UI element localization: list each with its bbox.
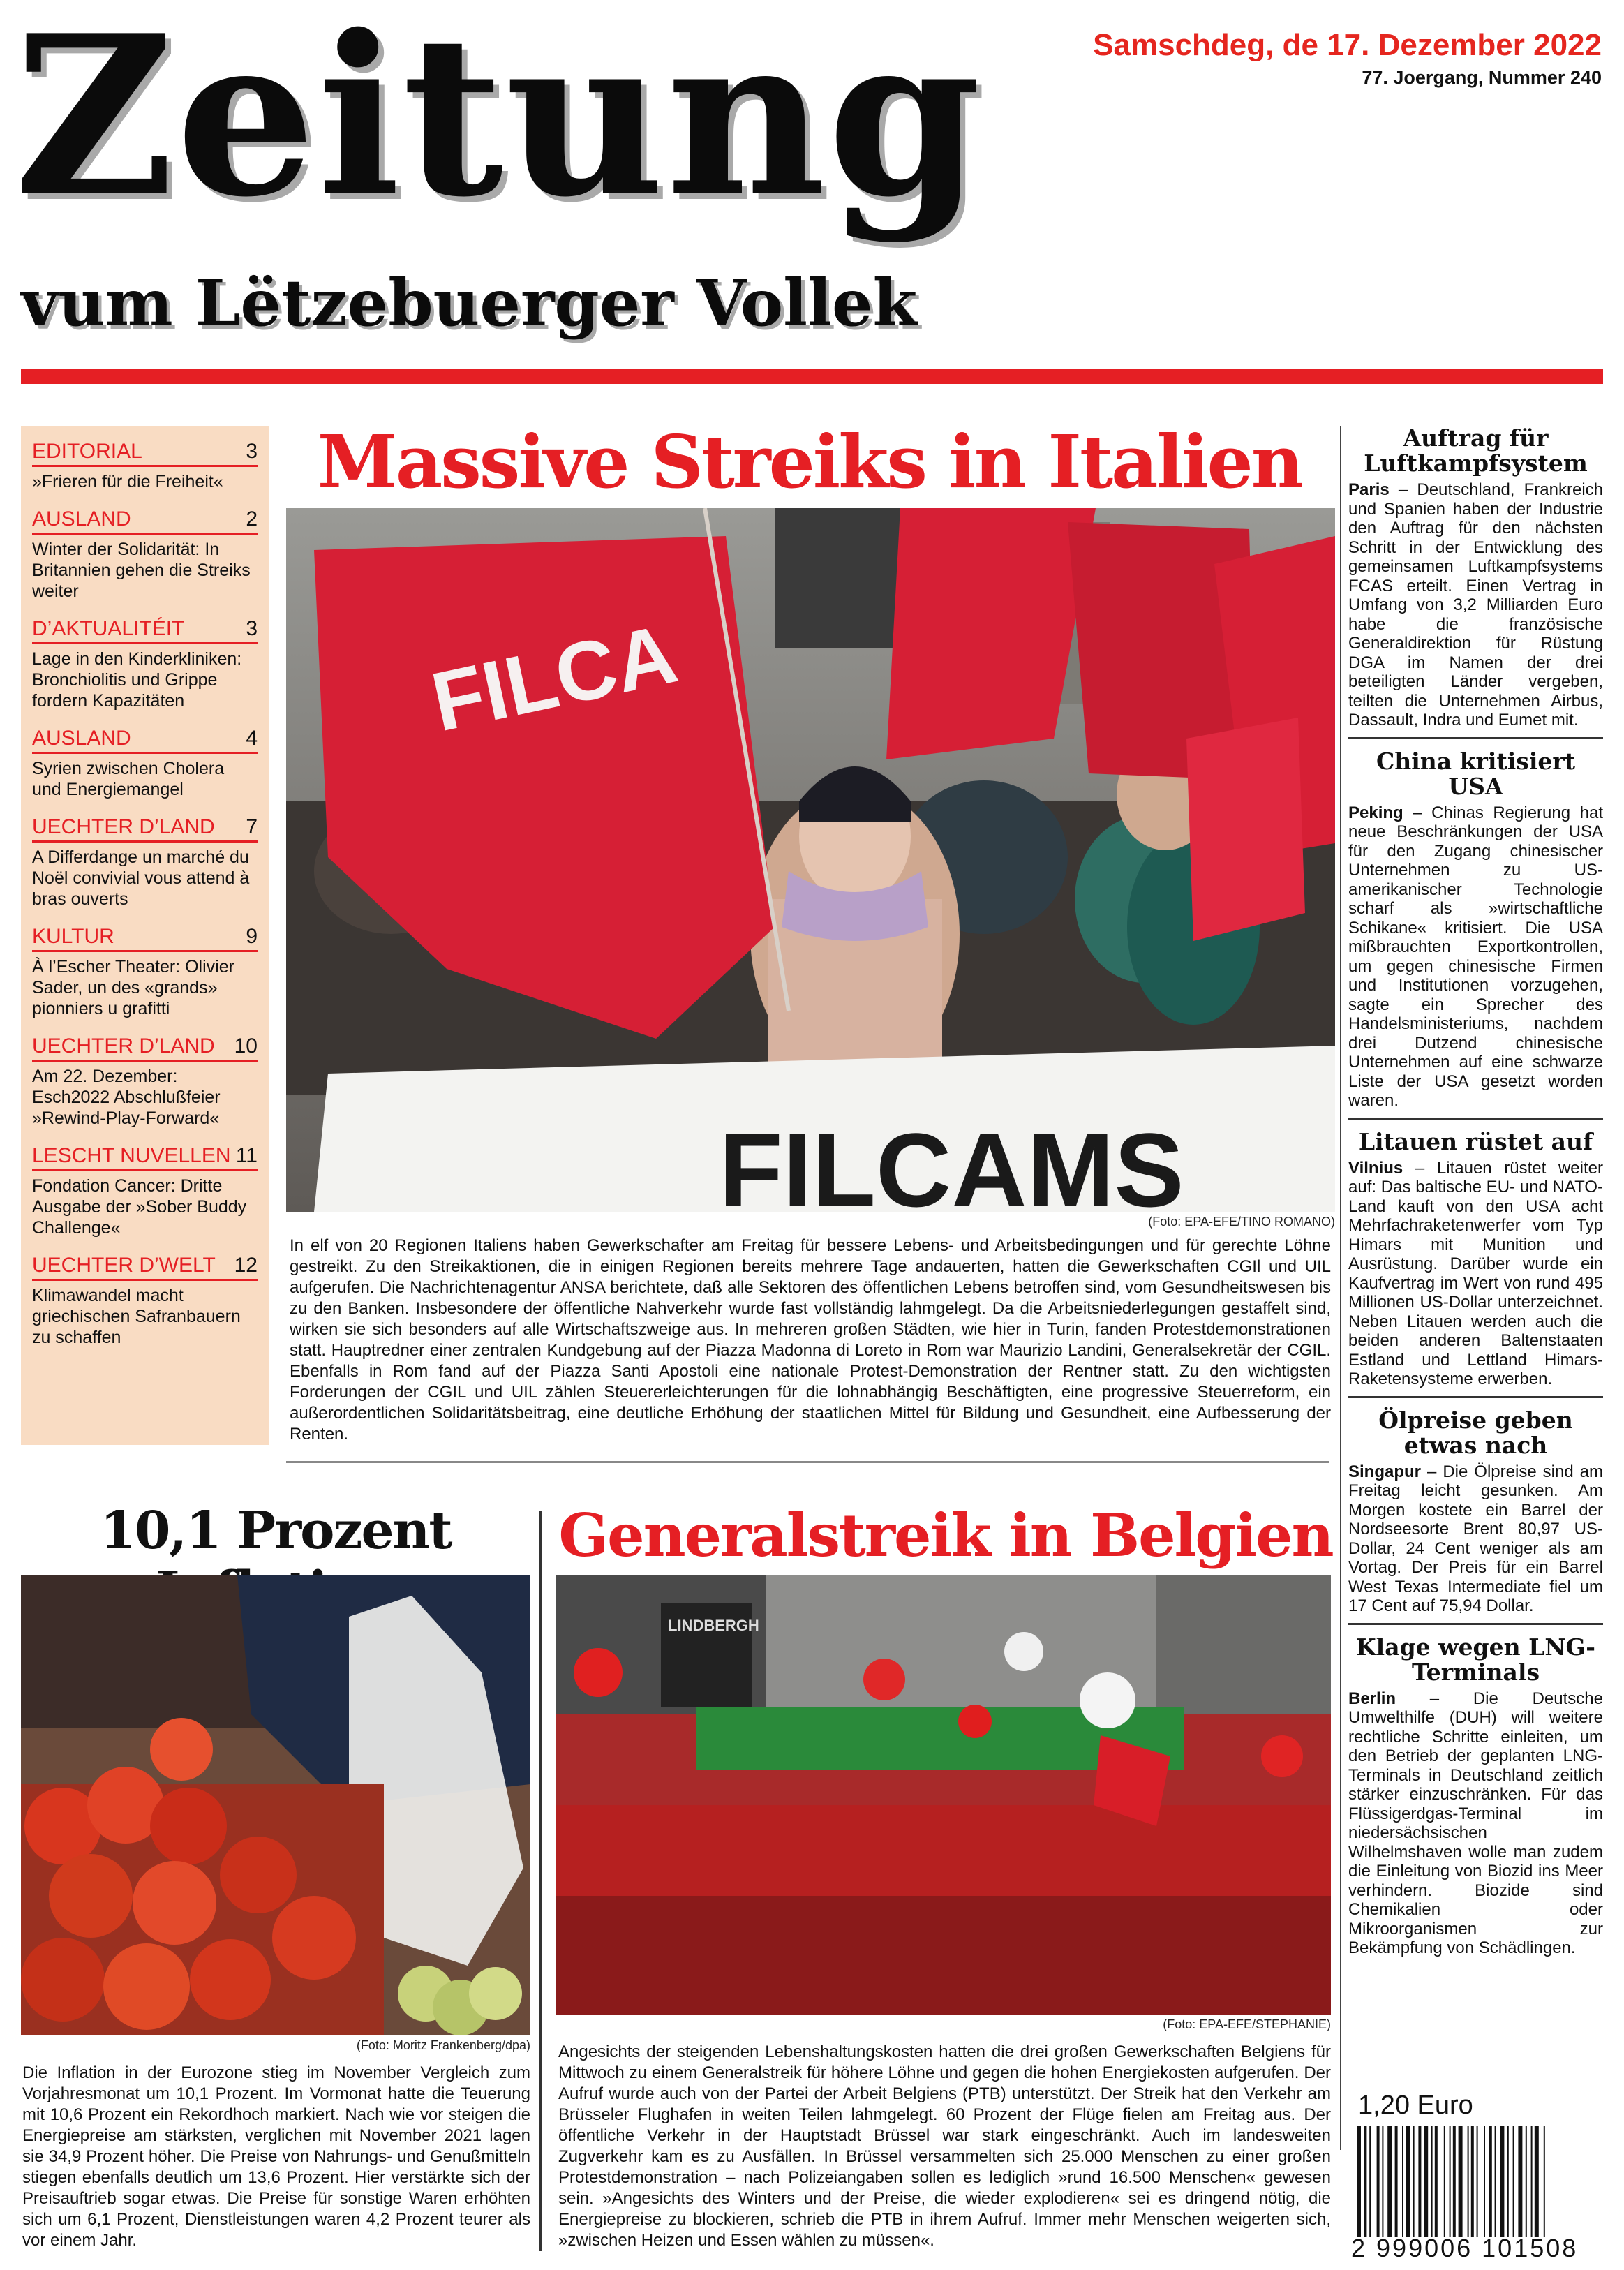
- brussels-march-illustration: [556, 1575, 1331, 2015]
- index-teaser: »Frieren für die Freiheit«: [32, 472, 223, 491]
- index-section-label: UECHTER D’LAND: [32, 1034, 215, 1058]
- news-brief-text: [1348, 1689, 1603, 1958]
- inflation-headline[interactable]: 10,1 Prozent: [100, 1501, 452, 1561]
- news-brief-body: – Die Deutsche Umwelthilfe (DUH) will weitere rechtliche Schritte einleiten, um den Betrieb der geplanten LNG-Terminals in Deutschland zeitlich stärker einzuschränken. Für das Flüssigerdgas-Terminal im niedersächsischen Wilhelmshaven wolle man zudem die Einleitung von Biozid ins Meer verhindern. Biozide sind Chemikalien oder Mikroorganismen zur Bekämpfung von Schädlingen.: [1348, 1689, 1603, 1957]
- news-brief: [1348, 1408, 1603, 1625]
- lead-photo: [286, 508, 1335, 1212]
- news-brief: [1348, 426, 1603, 739]
- index-teaser: Syrien zwischen Cholera und Energiemangel: [32, 759, 225, 799]
- news-brief-headline[interactable]: Ölpreise geben etwas nach: [1378, 1406, 1573, 1459]
- index-item[interactable]: [32, 1034, 258, 1129]
- news-brief-body: – Litauen rüstet weiter auf: Das baltische EU- und NATO-Land kauft von den USA acht Mehrfachraketenwerfer vom Typ Himars mit Munition und Ausrüstung. Darüber wurde ein Kaufvertrag im Wert von rund 495 Millionen US-Dollar unterzeichnet. Neben Litauen werden auch die beiden anderen Baltenstaaten Estland und Lettland Himars-Raketensysteme erwerben.: [1348, 1158, 1603, 1388]
- index-teaser: Lage in den Kinderkliniken: Bronchiolitis und Grippe fordern Kapazitäten: [32, 649, 242, 711]
- index-section-head: [32, 815, 258, 843]
- index-page-number: 11: [235, 1144, 258, 1167]
- banner-lettering: FILCAMS: [719, 1111, 1184, 1212]
- index-page-number: 12: [234, 1254, 258, 1277]
- index-page-number: 3: [246, 440, 258, 463]
- belgium-body: Angesichts der steigenden Lebenshaltungskosten hatten die drei großen Gewerkschaften Belgiens für Mittwoch zu einem Generalstreik für höhere Löhne und gegen die hohen Energiekosten aufgerufen. Der Aufruf wurde auch von der Partei der Arbeit Belgiens (PTB) unterstützt. Der Streik hat den Verkehr am Brüsseler Flughafen in weiten Teilen lahmgelegt. 60 Prozent der Flüge fielen am Freitag aus. Der öffentliche Verkehr in der Hauptstadt Brüssel war stark eingeschränkt. Auch im landesweiten Zugverkehr kam es zu Ausfällen. In Brüssel versammelten sich 25.000 Menschen zu einer großen Protestdemonstration – nach Polizeiangaben sollen es lediglich »rund 16.500 Menschen« gewesen sein. »Angesichts des Winters und der Preise, die wieder explodieren« sei es dringend nötig, die Energiepreise zu blockieren, schrieb die PTB in ihrem Aufruf. Immer mehr Menschen weigerten sich, »zwischen Heizen und Essen wählen zu müssen«.: [558, 2042, 1331, 2250]
- index-page-number: 10: [234, 1034, 258, 1058]
- index-item[interactable]: [32, 727, 258, 800]
- belgium-headline[interactable]: Generalstreik in Belgien: [558, 1501, 1333, 1570]
- newspaper-logo: Zeitung: [14, 0, 983, 246]
- news-brief-rule: [1348, 1623, 1603, 1625]
- index-section-head: [32, 507, 258, 535]
- issue-date: Samschdeg, de 17. Dezember 2022: [1093, 28, 1602, 62]
- news-brief-rule: [1348, 1396, 1603, 1398]
- index-teaser: Klimawandel macht griechischen Safranbauern zu schaffen: [32, 1286, 241, 1347]
- belgium-photo-caption: (Foto: EPA-EFE/STEPHANIE): [1163, 2017, 1331, 2031]
- index-teaser: Fondation Cancer: Dritte Ausgabe der »Sober Buddy Challenge«: [32, 1176, 247, 1238]
- contents-index: [21, 426, 269, 1445]
- index-section-label: AUSLAND: [32, 727, 131, 750]
- barcode-number: 2 999006 101508: [1351, 2234, 1579, 2262]
- street-sign-text: LINDBERGH: [668, 1617, 759, 1634]
- index-page-number: 4: [246, 727, 258, 750]
- index-teaser: A Differdange un marché du Noël convivial vous attend à bras ouverts: [32, 847, 250, 909]
- right-column-divider: [1340, 426, 1341, 2150]
- tomatoes-illustration: [21, 1575, 530, 2035]
- masthead-divider: [21, 369, 1603, 384]
- news-brief-headline[interactable]: Klage wegen LNG-Terminals: [1356, 1633, 1595, 1686]
- index-page-number: 2: [246, 507, 258, 531]
- index-section-head: [32, 1144, 258, 1171]
- news-brief-text: [1348, 1462, 1603, 1616]
- news-brief-rule: [1348, 737, 1603, 739]
- index-section-head: [32, 925, 258, 952]
- index-section-label: AUSLAND: [32, 507, 131, 531]
- index-section-head: [32, 1254, 258, 1281]
- news-briefs-column: [1348, 426, 1603, 1968]
- news-brief-rule: [1348, 1118, 1603, 1120]
- news-brief-body: – Die Ölpreise sind am Freitag leicht gesunken. Am Morgen kostete ein Barrel der Nordseesorte Brent 80,97 US-Dollar, 24 Cent weniger als am Vortag. Der Preis für ein Barrel West Texas Intermediate fiel um 17 Cent auf 75,94 Dollar.: [1348, 1462, 1603, 1615]
- italy-protest-illustration: [286, 508, 1335, 1212]
- index-section-head: [32, 617, 258, 644]
- news-brief-text: [1348, 480, 1603, 730]
- index-section-label: LESCHT NUVELLEN: [32, 1144, 231, 1167]
- news-brief-headline[interactable]: China kritisiert USA: [1376, 747, 1575, 800]
- index-section-head: [32, 1034, 258, 1062]
- belgium-photo: [556, 1575, 1331, 2015]
- news-brief-body: – Chinas Regierung hat neue Beschränkungen der USA für den Zugang chinesischer Unternehmen zu US-amerikanischer Technologie scharf als »wirtschaftliche Schikane« kritisiert. Die USA mißbrauchten Exportkontrollen, um gegen chinesische Firmen und Institutionen vorzugehen, sagte ein Sprecher des Handelsministeriums, nachdem drei Dutzend chinesische Unternehmen auf eine schwarze Liste der USA gesetzt worden waren.: [1348, 803, 1603, 1110]
- news-brief-dateline: Vilnius: [1348, 1158, 1403, 1178]
- index-section-label: D’AKTUALITÉIT: [32, 617, 185, 640]
- index-item[interactable]: [32, 925, 258, 1019]
- news-brief: [1348, 749, 1603, 1120]
- news-brief: [1348, 1635, 1603, 1958]
- news-brief-dateline: Singapur: [1348, 1462, 1422, 1481]
- inflation-photo-caption: (Foto: Moritz Frankenberg/dpa): [356, 2038, 530, 2052]
- news-brief-dateline: Paris: [1348, 480, 1390, 499]
- issue-number: 77. Joergang, Nummer 240: [1362, 67, 1602, 88]
- index-section-label: UECHTER D’WELT: [32, 1254, 216, 1277]
- cover-price: 1,20 Euro: [1358, 2091, 1473, 2120]
- index-section-label: KULTUR: [32, 925, 114, 948]
- news-brief-headline[interactable]: Auftrag für Luftkampfsystem: [1364, 424, 1588, 477]
- index-item[interactable]: [32, 815, 258, 910]
- index-teaser: Am 22. Dezember: Esch2022 Abschlußfeier »Rewind-Play-Forward«: [32, 1067, 221, 1128]
- inflation-body: Die Inflation in der Eurozone stieg im November Vergleich zum Vorjahresmonat um 10,1 Prozent. Im Vormonat hatte die Teuerung mit 10,6 Prozent ein Rekordhoch markiert. Nach wie vor steigen die Energiepreise am stärksten, verglichen mit November 2021 lagen sie 34,9 Prozent höher. Die Preise von Nahrungs- und Genußmitteln stiegen ebenfalls deutlich um 13,6 Prozent. Hier verstärkte sich der Preisauftrieb sogar etwas. Die Preise für sonstige Waren erhöhten sich um 6,1 Prozent, Dienstleistungen waren 4,2 Prozent teurer als vor einem Jahr.: [22, 2063, 530, 2250]
- index-section-head: [32, 727, 258, 754]
- index-teaser: Winter der Solidarität: In Britannien gehen die Streiks weiter: [32, 540, 251, 601]
- news-brief-text: [1348, 803, 1603, 1111]
- index-item[interactable]: [32, 1144, 258, 1238]
- index-section-label: UECHTER D’LAND: [32, 815, 215, 838]
- lead-body: In elf von 20 Regionen Italiens haben Gewerkschafter am Freitag für bessere Lebens- und Arbeitsbedingungen und für gerechte Löhne gestreikt. Zu den Streikaktionen, die in einigen Regionen bereits mehrere Tage andauerten, hatten die Gewerkschaften CGIl und UIL aufgerufen. Die Nachrichtenagentur ANSA berichtete, daß alle Sektoren des öffentlichen Lebens betroffen sind, vom Gesundheitswesen bis zu den Banken. Insbesondere der öffentliche Nahverkehr wurde fast vollständig lahmgelegt. Da die Arbeitsniederlegungen gestaffelt sind, wirken sie sich besonders auf alle Wirtschaftszweige aus. In mehreren großen Städten, wie hier in Turin, fanden Protestdemonstrationen statt. Hauptredner einer zentralen Kundgebung auf der Piazza Madonna di Loreto in Rom war Maurizio Landini, Generalsekretär der CGIL. Ebenfalls in Rom fand auf der Piazza Santi Apostoli eine nationale Protest-Demonstration der Rentner statt. Zu den wichtigsten Forderungen der CGIL und UIL zählen Steuererleichterungen für die lohnabhängig Beschäftigten, eine progressive Steuerreform, ein außerordentlichen Solidaritätsbeitrag, eine deutliche Erhöhung der staatlichen Mittel für Bildung und Gesundheit, eine Aufbesserung der Renten.: [290, 1236, 1331, 1444]
- inflation-photo: [21, 1575, 530, 2035]
- lead-photo-caption: (Foto: EPA-EFE/TINO ROMANO): [1148, 1215, 1335, 1229]
- flag-lettering: FILCA: [424, 606, 685, 750]
- index-item[interactable]: [32, 507, 258, 602]
- newspaper-subtitle: vum Lëtzebuerger Vollek: [21, 265, 918, 341]
- index-page-number: 7: [246, 815, 258, 838]
- section-divider: [286, 1461, 1329, 1463]
- index-item[interactable]: [32, 1254, 258, 1348]
- news-brief-dateline: Berlin: [1348, 1689, 1396, 1708]
- news-brief-body: – Deutschland, Frankreich und Spanien haben der Industrie den Auftrag für den nächsten Schritt in der Entwicklung des gemeinsamen Luftkampfsystems FCAS erteilt. Einen Vertrag in Umfang von 3,2 Milliarden Euro habe die französische Generaldirektion für Rüstung DGA im Namen der drei beteiligten Länder vergeben, teilten die Unternehmen Airbus, Dassault, Indra und Eumet mit.: [1348, 480, 1603, 729]
- index-page-number: 3: [246, 617, 258, 640]
- index-item[interactable]: [32, 440, 258, 492]
- index-section-label: EDITORIAL: [32, 440, 142, 463]
- news-brief-dateline: Peking: [1348, 803, 1403, 822]
- index-teaser: À l’Escher Theater: Olivier Sader, un des «grands» pionniers u grafitti: [32, 957, 234, 1018]
- index-section-head: [32, 440, 258, 467]
- index-page-number: 9: [246, 925, 258, 948]
- news-brief: [1348, 1129, 1603, 1398]
- news-brief-headline[interactable]: Litauen rüstet auf: [1358, 1127, 1593, 1155]
- barcode-bars: [1354, 2126, 1598, 2237]
- news-brief-text: [1348, 1159, 1603, 1389]
- index-item[interactable]: [32, 617, 258, 711]
- barcode: [1354, 2126, 1598, 2237]
- lower-column-divider: [539, 1511, 542, 2251]
- lead-headline[interactable]: Massive Streiks in Italien: [317, 419, 1302, 505]
